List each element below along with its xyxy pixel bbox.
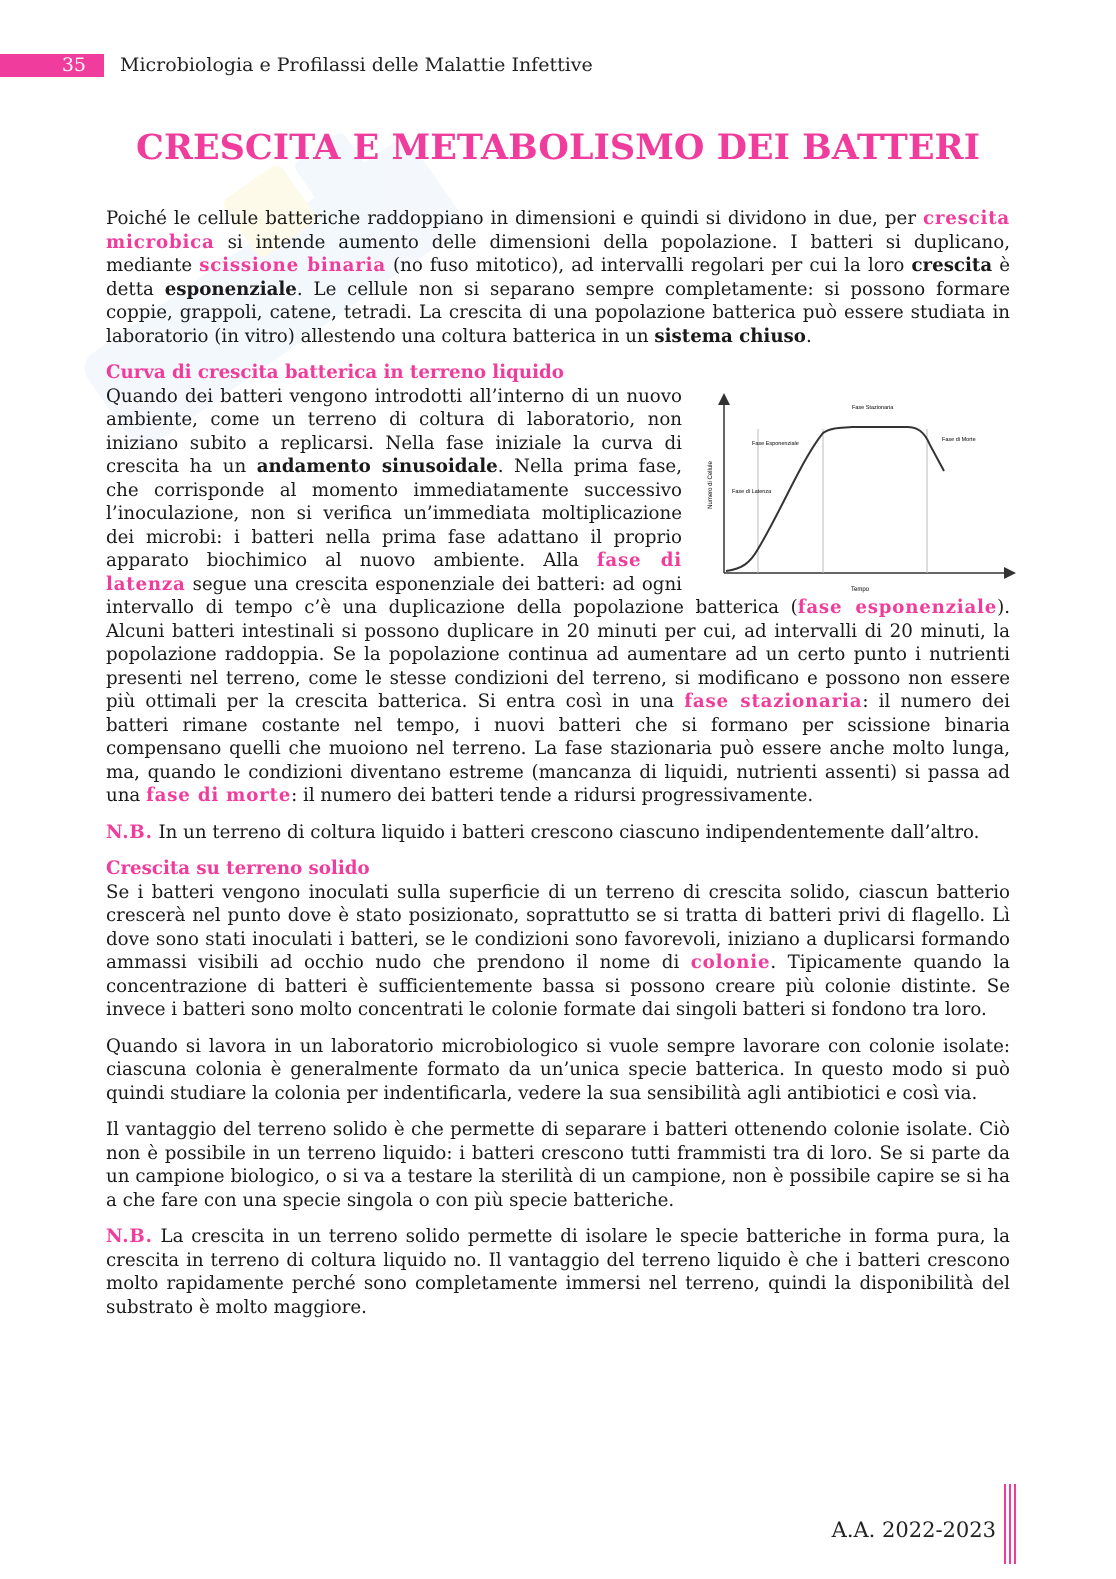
liquid-growth-paragraph: Numero di Cellule Tempo Fase di Latenza Fase Esponenziale Fase Stazionaria Fase di Morte Quando dei batteri vengono introdotti all’interno di un nuovo ambiente, come un terreno di coltura di laboratorio, non iniziano subito a replicarsi. Nella fase iniziale la curva di crescita ha un andamento sinusoidale. Nella prima fase, che corrisponde al momento immediatamente successivo l’inoculazione, non si verifica un’immediata moltiplicazione dei microbi: i batteri nella prima fase adattano il proprio apparato biochimico al nuovo ambiente. Alla fase di latenza segue una crescita esponenziale dei batteri: ad ogni intervallo di tempo c’è una duplicazione della popolazione batterica (fase esponenziale). Alcuni batteri intestinali si possono duplicare in 20 minuti per cui, ad intervalli di 20 minuti, la popolazione raddoppia. Se la popolazione continua ad aumentare ad un certo punto i nutrienti presenti nel terreno, come le stesse condizioni del terreno, si modificano e possono non essere più ottimali per la crescita batterica. Si entra così in una fase stazionaria: il numero dei batteri rimane costante nel tempo, i nuovi batteri che si formano per scissione binaria compensano quelli che muoiono nel terreno. La fase stazionaria può essere anche molto lunga, ma, quando le condizioni diventano estreme (mancanza di liquidi, nutrienti assenti) si passa ad una fase di morte: il numero dei batteri tende a ridursi progressivamente. (106, 385, 1010, 808)
term-fase-latenza: fase di latenza (106, 550, 683, 595)
section-heading-solid: Crescita su terreno solido (106, 858, 370, 879)
academic-year: A.A. 2022-2023 (831, 1518, 996, 1542)
phase-label-stazionaria: Fase Stazionaria (852, 404, 894, 411)
page-title: CRESCITA E METABOLISMO DEI BATTERI (136, 127, 980, 168)
term-fase-esponenziale: fase esponenziale (797, 597, 998, 618)
intro-paragraph: Poiché le cellule batteriche raddoppiano in dimensioni e quindi si dividono in due, per crescita microbica si intende aumento delle dimensioni della popolazione. I batteri si duplicano, mediante scissione binaria (no fuso mitotico), ad intervalli regolari per cui la loro crescita è detta esponenziale. Le cellule non si separano sempre completamente: si possono formare coppie, grappoli, catene, tetradi. La crescita di una popolazione batterica può essere studiata in laboratorio (in vitro) allestendo una coltura batterica in un sistema chiuso. (106, 208, 1010, 347)
phase-label-esponenziale: Fase Esponenziale (752, 440, 799, 447)
term-colonie: colonie (690, 952, 771, 973)
phase-label-latenza: Fase di Latenza (732, 488, 772, 495)
solid-growth-paragraph: Se i batteri vengono inoculati sulla superficie di un terreno di crescita solido, ciascun batterio crescerà nel punto dove è stato posizionato, soprattutto se si tratta di batteri privi di flagello. Lì dove sono stati inoculati i batteri, se le condizioni sono favorevoli, iniziano a duplicarsi formando ammassi visibili ad occhio nudo che prendono il nome di colonie. Tipicamente quando la concentrazione di batteri è sufficientemente bassa si possono creare più colonie distinte. Se invece i batteri sono molto concentrati le colonie formate dai singoli batteri si fondono tra loro. (106, 881, 1010, 1020)
growth-curve (726, 427, 944, 571)
note-solid: N.B. La crescita in un terreno solido permette di isolare le specie batteriche in forma pura, la crescita in terreno di coltura liquido no. Il vantaggio del terreno liquido è che i batteri crescono molto rapidamente perché sono completamente immersi nel terreno, quindi la disponibilità del substrato è molto maggiore. (106, 1226, 1010, 1318)
x-axis-label: Tempo (850, 586, 870, 593)
term-fase-stazionaria: fase stazionaria (684, 691, 863, 712)
running-header: Microbiologia e Profilassi delle Malattie Infettive (120, 54, 593, 76)
phase-label-morte: Fase di Morte (942, 436, 976, 443)
nb-label: N.B. (106, 1226, 153, 1247)
lab-paragraph: Quando si lavora in un laboratorio microbiologico si vuole sempre lavorare con colonie isolate: ciascuna colonia è generalmente formato da un’unica specie batterica. In questo modo si può quindi studiare la colonia per indentificarla, vedere la sua sensibilità agli antibiotici e così via. (106, 1035, 1010, 1104)
section-heading-liquid: Curva di crescita batterica in terreno liquido (106, 362, 564, 383)
y-axis-label: Numero di Cellule (708, 460, 714, 509)
advantage-paragraph: Il vantaggio del terreno solido è che permette di separare i batteri ottenendo colonie isolate. Ciò non è possibile in un terreno liquido: i batteri crescono tutti frammisti tra di loro. Se si parte da un campione biologico, o si va a testare la sterilità di un campione, non è possibile capire se si ha a che fare con una specie singola o con più specie batteriche. (106, 1119, 1010, 1211)
nb-label: N.B. (106, 821, 153, 843)
term-fase-morte: fase di morte (146, 785, 292, 806)
main-content (106, 207, 1010, 1332)
term-crescita-microbica: crescita microbica (106, 208, 1010, 253)
note-liquid: N.B. In un terreno di coltura liquido i batteri crescono ciascuno indipendentemente dall’altro. (106, 821, 980, 843)
term-scissione-binaria: scissione binaria (199, 255, 386, 276)
page-number: 35 (0, 54, 104, 77)
decorative-bars (1004, 1484, 1018, 1564)
growth-curve-figure (702, 389, 1020, 595)
